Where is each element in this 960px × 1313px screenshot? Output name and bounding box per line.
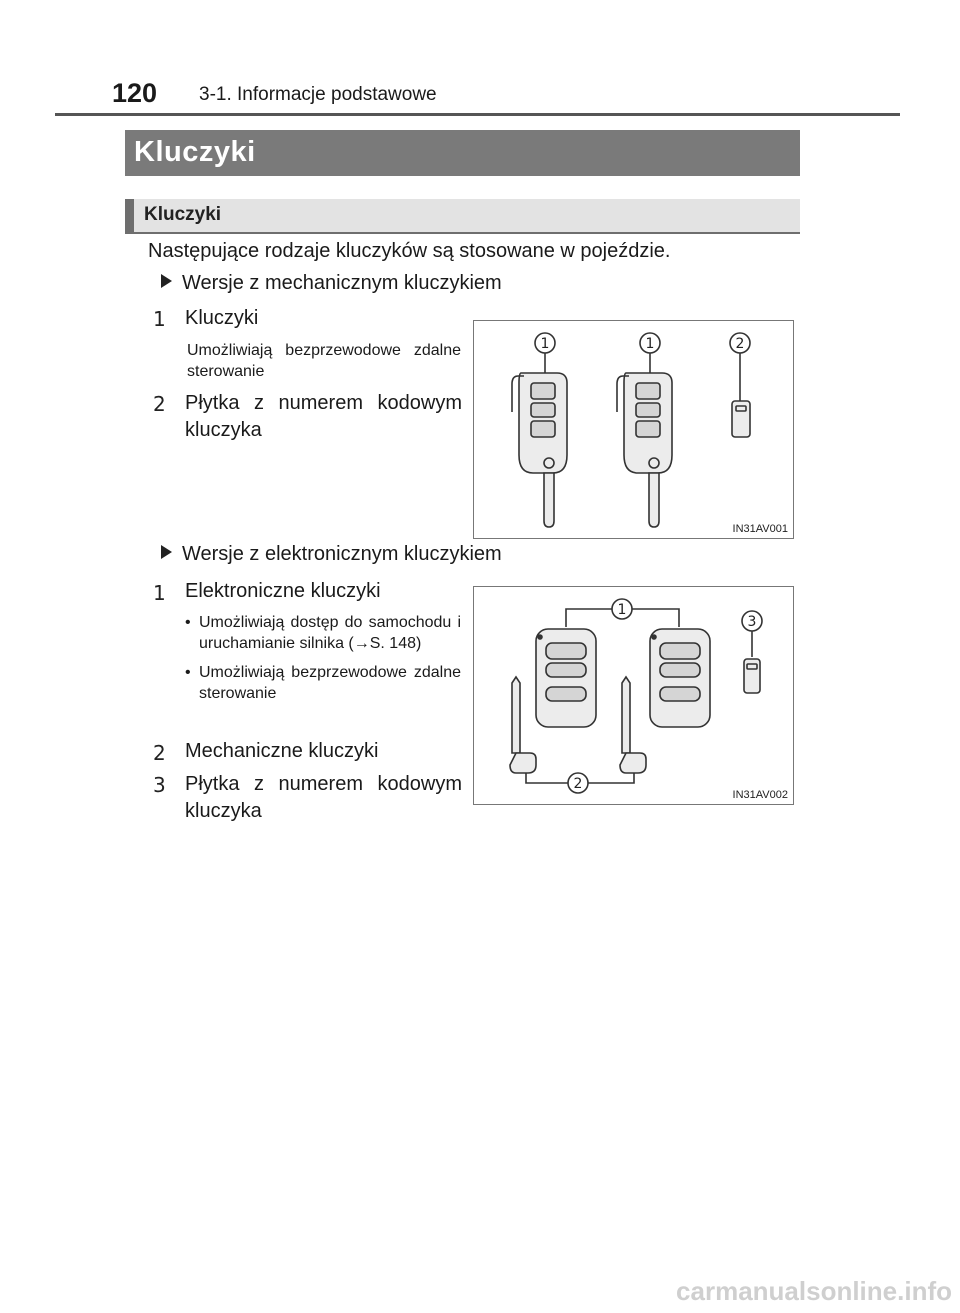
intro-text: Następujące rodzaje kluczyków są stosowane w pojeździe. xyxy=(148,240,671,262)
item-number-badge: 2 xyxy=(153,392,166,416)
item-label: Płytka z numerem kodowym kluczyka xyxy=(185,773,462,822)
callout-label: 1 xyxy=(645,336,655,352)
item-number-badge: 2 xyxy=(153,741,166,765)
subheading: Kluczyki xyxy=(144,204,222,225)
header-divider xyxy=(55,113,900,116)
callout-label: 2 xyxy=(573,776,583,792)
figure-code: IN31AV001 xyxy=(732,523,788,535)
item-label: Elektroniczne kluczyki xyxy=(185,580,381,602)
bullet-text: Umożliwiają bezprzewodowe zdalne sterowanie xyxy=(199,664,461,702)
subheading-bar xyxy=(125,199,800,234)
mechanical-variant-label: Wersje z mechanicznym kluczykiem xyxy=(182,272,502,294)
bullet-list xyxy=(185,612,461,704)
item-number-badge: 3 xyxy=(153,773,166,797)
bullet-dot: • xyxy=(185,664,191,681)
item-label: Kluczyki xyxy=(185,307,259,329)
electronic-variant-heading xyxy=(161,543,502,566)
section-path: 3-1. Informacje podstawowe xyxy=(199,84,437,105)
page-title-bar xyxy=(125,130,800,176)
electronic-variant-label: Wersje z elektronicznym kluczykiem xyxy=(182,543,502,565)
callout-label: 1 xyxy=(540,336,550,352)
mechanical-variant-heading xyxy=(161,272,502,295)
triangle-bullet-icon xyxy=(161,274,172,288)
bullet-dot: • xyxy=(185,614,191,631)
item-number-badge: 1 xyxy=(153,581,166,605)
electronic-keys-illustration xyxy=(474,587,793,804)
watermark: carmanualsonline.info xyxy=(676,1276,952,1306)
item-label: Płytka z numerem kodowym kluczyka xyxy=(185,392,462,441)
page-number: 120 xyxy=(112,78,158,108)
callout-label: 1 xyxy=(617,602,627,618)
figure-code: IN31AV002 xyxy=(732,789,788,801)
mechanical-keys-illustration xyxy=(474,321,793,538)
bullet-text: Umożliwiają dostęp do samochodu i uruchamianie silnika (→S. 148) xyxy=(199,614,461,652)
item-number-badge: 1 xyxy=(153,307,166,331)
item-label: Mechaniczne kluczyki xyxy=(185,740,379,762)
callout-label: 3 xyxy=(747,614,757,630)
callout-label: 2 xyxy=(735,336,745,352)
page-title: Kluczyki xyxy=(134,136,256,168)
subheading-marker xyxy=(125,199,134,232)
figure-electronic-keys xyxy=(473,586,794,805)
figure-mechanical-keys xyxy=(473,320,794,539)
triangle-bullet-icon xyxy=(161,545,172,559)
item-description: Umożliwiają bezprzewodowe zdalne sterowanie xyxy=(187,342,461,380)
